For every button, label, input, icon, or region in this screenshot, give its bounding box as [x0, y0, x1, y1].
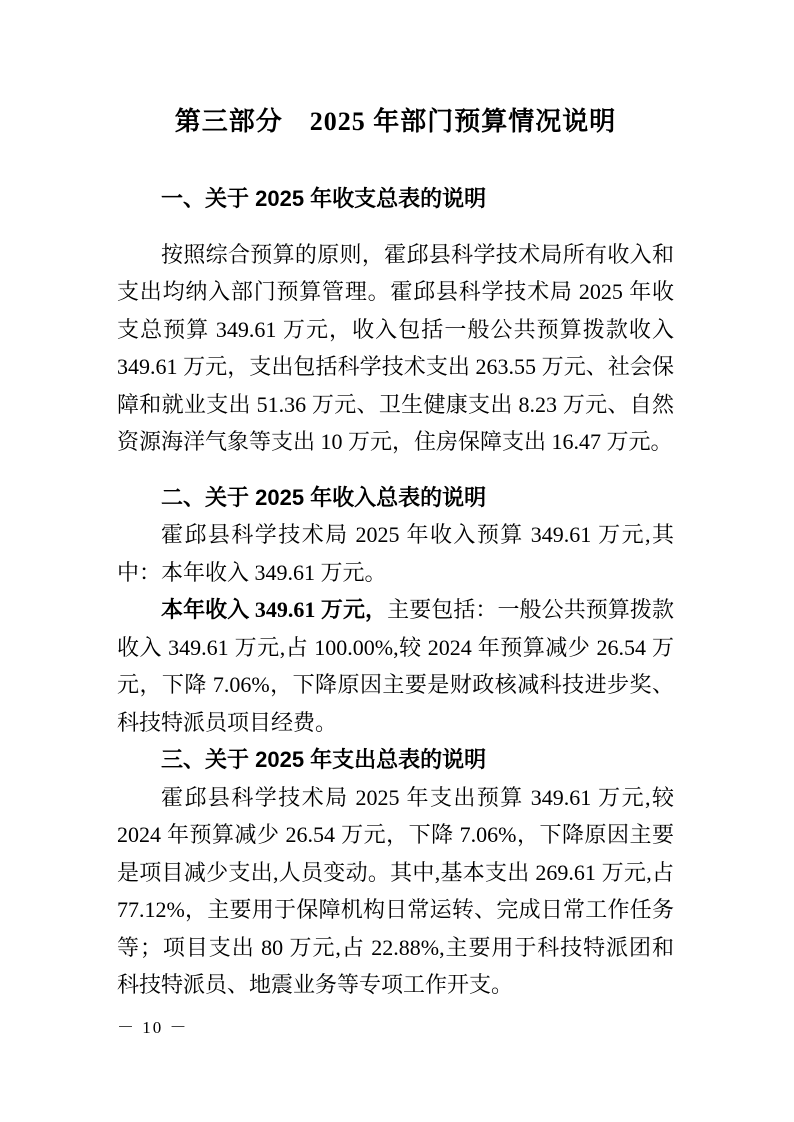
page-number: － 10 － [117, 1018, 189, 1037]
section-heading-expense-summary: 三、关于 2025 年支出总表的说明 [161, 747, 487, 772]
paragraph-expense-detail: 霍邱县科学技术局 2025 年支出预算 349.61 万元,较 2024 年预算减少 26.54 万元，下降 7.06%，下降原因主要是项目减少支出,人员变动。其中,基本支出 269.61 万元,占 77.12%，主要用于保障机构日常运转、完成日常工作任务等；项目支出 80 万元,占 22.88%,主要用于科技特派团和科技特派员、地震业务等专项工作开支。 [117, 784, 674, 997]
page-title: 第三部分 2025 年部门预算情况说明 [174, 107, 617, 136]
paragraph-income-detail-bold-lead: 本年收入 349.61 万元， [161, 597, 388, 622]
document-content [117, 104, 674, 1004]
section-heading-income-expense-summary: 一、关于 2025 年收支总表的说明 [161, 186, 487, 211]
section-heading-income-summary: 二、关于 2025 年收入总表的说明 [161, 484, 487, 510]
paragraph-income-total: 霍邱县科学技术局 2025 年收入预算 349.61 万元,其中：本年收入 349.61 万元。 [117, 522, 674, 585]
paragraph-income-detail-body: 主要包括：一般公共预算拨款收入 349.61 万元,占 100.00%,较 2024 年预算减少 26.54 万元，下降 7.06%，下降原因主要是财政核减科技进步奖、科技特派员项目经费。 [117, 597, 674, 735]
paragraph-income-expense-summary: 按照综合预算的原则，霍邱县科学技术局所有收入和支出均纳入部门预算管理。霍邱县科学技术局 2025 年收支总预算 349.61 万元，收入包括一般公共预算拨款收入 349.61 万元，支出包括科学技术支出 263.55 万元、社会保障和就业支出 51.36 万元、卫生健康支出 8.23 万元、自然资源海洋气象等支出 10 万元，住房保障支出 16.47 万元。 [117, 241, 674, 454]
paragraph-income-detail [117, 591, 674, 741]
